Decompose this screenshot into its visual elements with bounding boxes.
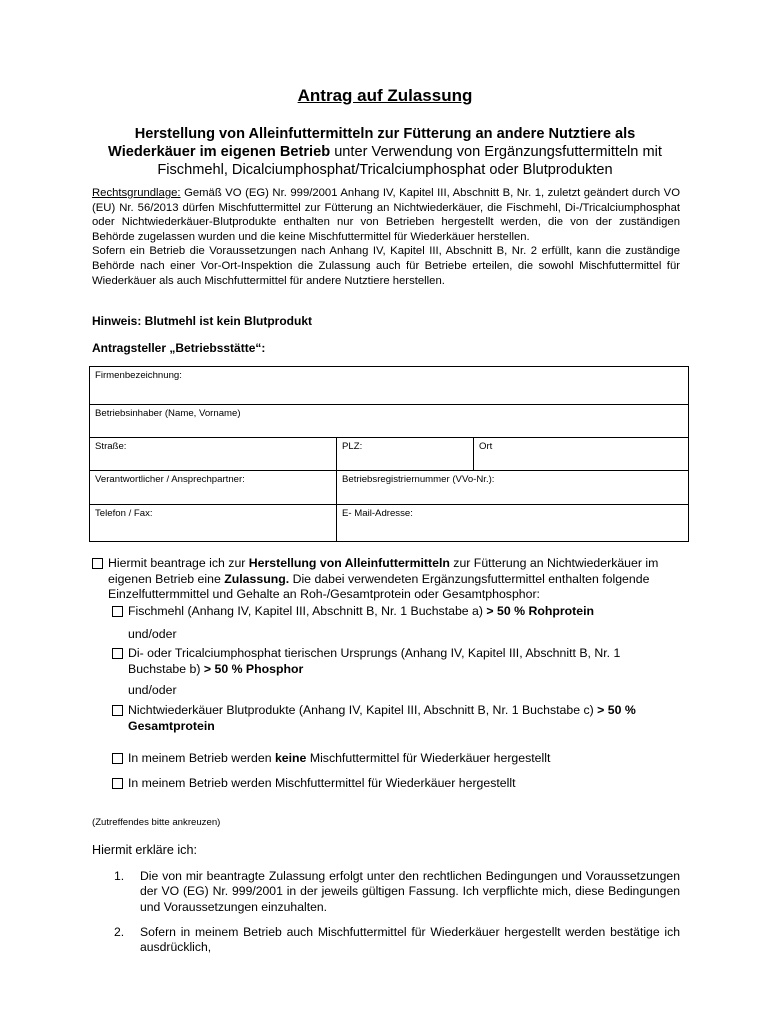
option-fishmeal-threshold: > 50 % Rohprotein [486,604,595,618]
option-main-post: Die dabei verwendeten Ergänzungsfuttermittel enthalten folgende Einzelfuttermmittel und Gehalte an Roh-/Gesamtprotein oder Gesamtphosphor: [108,571,650,601]
option-blood-desc: Nichtwiederkäuer Blutprodukte (Anhang IV, Kapitel III, Abschnitt B, Nr. 1 Buchstabe c) [128,703,598,717]
legal-paragraph-1 [92,186,680,244]
subtitle-rest: unter Verwendung von Ergänzungsfuttermitteln mit Fischmehl, Dicalciumphosphat/Tricalciumphosphat oder Blutprodukten [157,144,662,178]
registry-label: Betriebsregistriernummer (VVo-Nr.): [342,474,495,485]
contact-label: Verantwortlicher / Ansprechpartner: [95,474,245,485]
option-main-bold1: Herstellung von Alleinfuttermitteln [248,556,450,570]
legal-paragraph-2: Sofern ein Betrieb die Voraussetzungen nach Anhang IV, Kapitel III, Abschnitt B, Nr. 2 erfüllt, kann die zuständige Behörde nach einer Vor-Ort-Inspektion die Zulassung auch für Betriebe erteilen, die sowohl Mischfuttermittel für Wiederkäuer als auch Mischfuttermittel für andere Nutztiere herstellen. [92,245,680,287]
check-note: (Zutreffendes bitte ankreuzen) [92,817,221,828]
option-main-bold2: Zulassung. [224,571,290,586]
checkbox-ruminant-feed[interactable] [112,778,123,789]
option-blood [112,703,672,734]
legal-text-1: Gemäß VO (EG) Nr. 999/2001 Anhang IV, Kapitel III, Abschnitt B, Nr. 1, zuletzt geändert durch VO (EU) Nr. 56/2013 dürfen Mischfuttermittel zur Fütterung an Nichtwiederkäuer, die Fischmehl, Di-/Tricalciumphosphat oder Nichtwiederkäuer-Blutprodukte enthalten nur von Betrieben hergestellt werden, die von der zuständigen Behörde zugelassen wurden und die keine Mischfuttermittel für Wiederkäuer herstellen. [92,187,680,243]
option-phosphate-threshold: > 50 % Phosphor [203,661,304,676]
option-main-pre: Hiermit beantrage ich zur [108,556,249,570]
option-none-bold: keine [274,751,307,765]
option-fishmeal-text [112,604,682,620]
checkbox-main[interactable] [92,558,103,569]
subtitle-bold: Herstellung von Alleinfuttermitteln zur Fütterung an andere Nutztiere als Wiederkäuer im eigenen Betrieb [108,126,636,160]
city-label: Ort [479,441,493,452]
option-fishmeal-desc: Fischmehl (Anhang IV, Kapitel III, Abschnitt B, Nr. 1 Buchstabe a) [128,604,487,618]
declaration-item-2 [114,925,680,956]
option-phosphate [112,646,657,677]
checkbox-blood[interactable] [112,705,123,716]
option-fishmeal [112,604,682,620]
checkbox-fishmeal[interactable] [112,606,123,617]
zip-field[interactable] [337,438,474,471]
option-blood-threshold: > 50 % Gesamtprotein [128,703,636,733]
phone-label: Telefon / Fax: [95,508,153,519]
street-label: Straße: [95,441,127,452]
and-or-label-1: und/oder [128,627,177,641]
option-no-ruminant-text [112,751,682,767]
document-subtitle [92,125,678,179]
applicant-form [89,366,689,542]
option-ruminant-feed [112,776,682,792]
hint-text: Hinweis: Blutmehl ist kein Blutprodukt [92,314,313,328]
option-blood-text [112,703,672,734]
option-ruminant-text: In meinem Betrieb werden Mischfuttermittel für Wiederkäuer hergestellt [128,776,516,790]
zip-label: PLZ: [342,441,363,452]
legal-basis [92,186,680,288]
checkbox-phosphate[interactable] [112,648,123,659]
option-none-pre: In meinem Betrieb werden [128,751,275,765]
option-main-mid: zur Fütterung an Nichtwiederkäuer im eigenen Betrieb eine [108,556,659,586]
phone-field[interactable] [90,505,337,542]
company-label: Firmenbezeichnung: [95,370,182,381]
option-phosphate-text [112,646,657,677]
declaration-heading: Hiermit erkläre ich: [92,843,197,857]
city-field[interactable] [474,438,689,471]
option-main-text [92,556,682,603]
document-title: Antrag auf Zulassung [297,86,473,105]
owner-label: Betriebsinhaber (Name, Vorname) [95,408,241,419]
declaration-item-1 [114,869,680,915]
item-number: 1. [114,869,125,883]
email-field[interactable] [337,505,689,542]
item-number: 2. [114,925,125,939]
option-phosphate-desc: Di- oder Tricalciumphosphat tierischen Ursprungs (Anhang IV, Kapitel III, Abschnitt B, Nr. 1 Buchstabe b) [128,646,621,676]
option-main [92,556,682,603]
and-or-label-2: und/oder [128,683,177,697]
contact-field[interactable] [90,471,337,505]
item-text: Sofern in meinem Betrieb auch Mischfuttermittel für Wiederkäuer hergestellt werden bestätige ich ausdrücklich, [140,925,680,955]
company-field[interactable] [90,367,689,405]
legal-label: Rechtsgrundlage: [92,187,181,199]
street-field[interactable] [90,438,337,471]
option-none-post: Mischfuttermittel für Wiederkäuer hergestellt [306,751,551,765]
option-no-ruminant-feed [112,751,682,767]
registry-field[interactable] [337,471,689,505]
item-text: Die von mir beantragte Zulassung erfolgt unter den rechtlichen Bedingungen und Voraussetzungen der VO (EG) Nr. 999/2001 in der jeweils gültigen Fassung. Ich verpflichte mich, diese Bedingungen und Voraussetzungen einzuhalten. [140,869,680,914]
owner-field[interactable] [90,405,689,438]
applicant-heading: Antragsteller „Betriebsstätte“: [92,341,266,355]
checkbox-no-ruminant-feed[interactable] [112,753,123,764]
email-label: E- Mail-Adresse: [342,508,413,519]
